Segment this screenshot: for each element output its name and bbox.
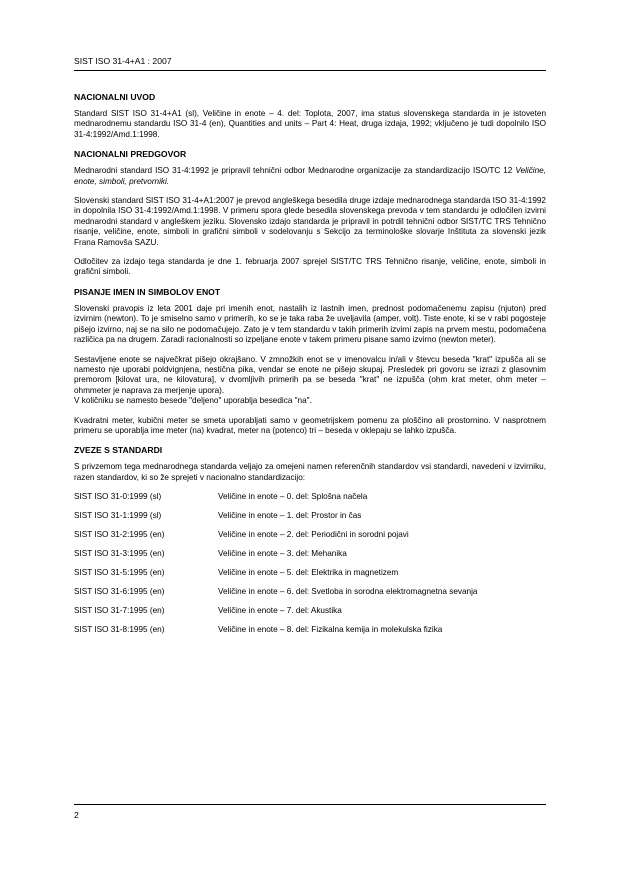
list-item — [74, 492, 546, 502]
standard-code: SIST ISO 31-7:1995 (en) — [74, 606, 165, 616]
standard-code: SIST ISO 31-3:1995 (en) — [74, 549, 165, 559]
paragraph — [74, 166, 546, 187]
list-item — [74, 625, 546, 635]
section-heading-nacionalni-uvod: NACIONALNI UVOD — [74, 92, 156, 102]
paragraph-italic-text: Veličine, enote, simboli, pretvorniki. — [74, 166, 546, 186]
reference-standards-list — [74, 492, 546, 635]
standard-title: Veličine in enote – 7. del: Akustika — [218, 606, 342, 616]
standard-title: Veličine in enote – 3. del: Mehanika — [218, 549, 347, 559]
header-divider — [74, 70, 546, 71]
footer-divider — [74, 804, 546, 805]
standard-title: Veličine in enote – 1. del: Prostor in čas — [218, 511, 362, 521]
list-item — [74, 568, 546, 578]
list-item — [74, 587, 546, 597]
paragraph: S privzemom tega mednarodnega standarda veljajo za omejeni namen referenčnih standardov vsi standardi, navedeni v izvirniku, razen standardov, ki so že sprejeti v nacionalno standardizacijo: — [74, 462, 546, 482]
paragraph: Sestavljene enote se največkrat pišejo okrajšano. V zmnožkih enot se v imenovalcu in/ali v števcu beseda "krat" izpušča ali se namesto nje uporabi poldvignjena, nestična pika, vendar se enote ne pišejo skupaj. Presledek pri govoru se izrazi z glasovnim premorom [kilovat ura, ne kilovatura], v dvomljivih primerih pa se beseda "krat" ne izpušča (ohm krat meter, ohm meter – ohmmeter je naprava za merjenje upora). — [74, 354, 546, 395]
list-item — [74, 530, 546, 540]
standard-code: SIST ISO 31-5:1995 (en) — [74, 568, 165, 578]
standard-code: SIST ISO 31-6:1995 (en) — [74, 587, 165, 597]
paragraph: Standard SIST ISO 31-4+A1 (sl), Veličine in enote – 4. del: Toplota, 2007, ima status slovenskega standarda in je istoveten mednarodnemu standardu ISO 31-4 (en), Quantities and units – Part 4: Heat, druga izdaja, 1992; vključeno je tudi dopolnilo ISO 31-4:1992/Amd.1:1998. — [74, 109, 546, 139]
standard-code: SIST ISO 31-1:1999 (sl) — [74, 511, 162, 521]
document-body — [74, 92, 546, 644]
list-item — [74, 606, 546, 616]
section-heading-zveze-s-standardi: ZVEZE S STANDARDI — [74, 445, 163, 456]
standard-title: Veličine in enote – 0. del: Splošna načela — [218, 492, 368, 502]
paragraph-text: Mednarodni standard ISO 31-4:1992 je pripravil tehnični odbor Mednarodne organizacije za standardizacijo ISO/TC 12 — [74, 166, 516, 176]
page-number: 2 — [74, 810, 79, 820]
paragraph: Kvadratni meter, kubični meter se smeta uporabljati samo v geometrijskem pomenu za ploščino ali prostornino. V nasprotnem primeru se uporablja ime meter (na) kvadrat, meter na (potenco) tri – beseda v oklepaju se lahko izpušča. — [74, 415, 546, 435]
standard-title: Veličine in enote – 8. del: Fizikalna kemija in molekulska fizika — [218, 625, 443, 635]
paragraph: Odločitev za izdajo tega standarda je dne 1. februarja 2007 sprejel SIST/TC TRS Tehnično risanje, veličine, enote, simboli in grafični simboli. — [74, 257, 546, 277]
document-header: SIST ISO 31-4+A1 : 2007 — [74, 56, 172, 66]
standard-title: Veličine in enote – 2. del: Periodični in sorodni pojavi — [218, 530, 409, 540]
paragraph: Slovenski pravopis iz leta 2001 daje pri imenih enot, nastalih iz lastnih imen, prednost podomačenemu zapisu (njuton) pred izvirnim (newton). To je smiselno samo v primerih, ko se je taka raba že uveljavila (amper, volt). Tiste enote, ki se v rabi pogosteje pišejo izvirno, naj se na silo ne podomačujejo. Zato je v tem standardu v takih primerih izvirni zapis na prvem mestu, podomačena različica pa na drugem. Zaradi racionalnosti so izpeljane enote v takem primeru pisane samo izvirno (newton meter). — [74, 303, 546, 345]
section-heading-nacionalni-predgovor: NACIONALNI PREDGOVOR — [74, 149, 187, 160]
standard-title: Veličine in enote – 5. del: Elektrika in magnetizem — [218, 568, 399, 578]
standard-code: SIST ISO 31-0:1999 (sl) — [74, 492, 162, 502]
list-item — [74, 511, 546, 521]
section-heading-pisanje-imen: PISANJE IMEN IN SIMBOLOV ENOT — [74, 286, 221, 297]
standard-code: SIST ISO 31-8:1995 (en) — [74, 625, 165, 635]
paragraph: Slovenski standard SIST ISO 31-4+A1:2007 je prevod angleškega besedila druge izdaje mednarodnega standarda ISO 31-4:1992 in dopolnila ISO 31-4:1992/Amd.1:1998. V primeru spora glede besedila slovenskega prevoda v tem standardu je odločilen izvirni mednarodni standard v angleškem jeziku. Slovensko izdajo standarda je pripravil in potrdil tehnični odbor SIST/TC TRS Tehnično risanje, veličine, enote, simboli in grafični simboli v sodelovanju s Sekcijo za terminološke slovarje Inštituta za slovenski jezik Frana Ramovša SAZU. — [74, 196, 546, 247]
standard-code: SIST ISO 31-2:1995 (en) — [74, 530, 165, 540]
standard-title: Veličine in enote – 6. del: Svetloba in sorodna elektromagnetna sevanja — [218, 587, 478, 597]
paragraph: V količniku se namesto besede "deljeno" uporablja besedica "na". — [74, 396, 312, 406]
list-item — [74, 549, 546, 559]
